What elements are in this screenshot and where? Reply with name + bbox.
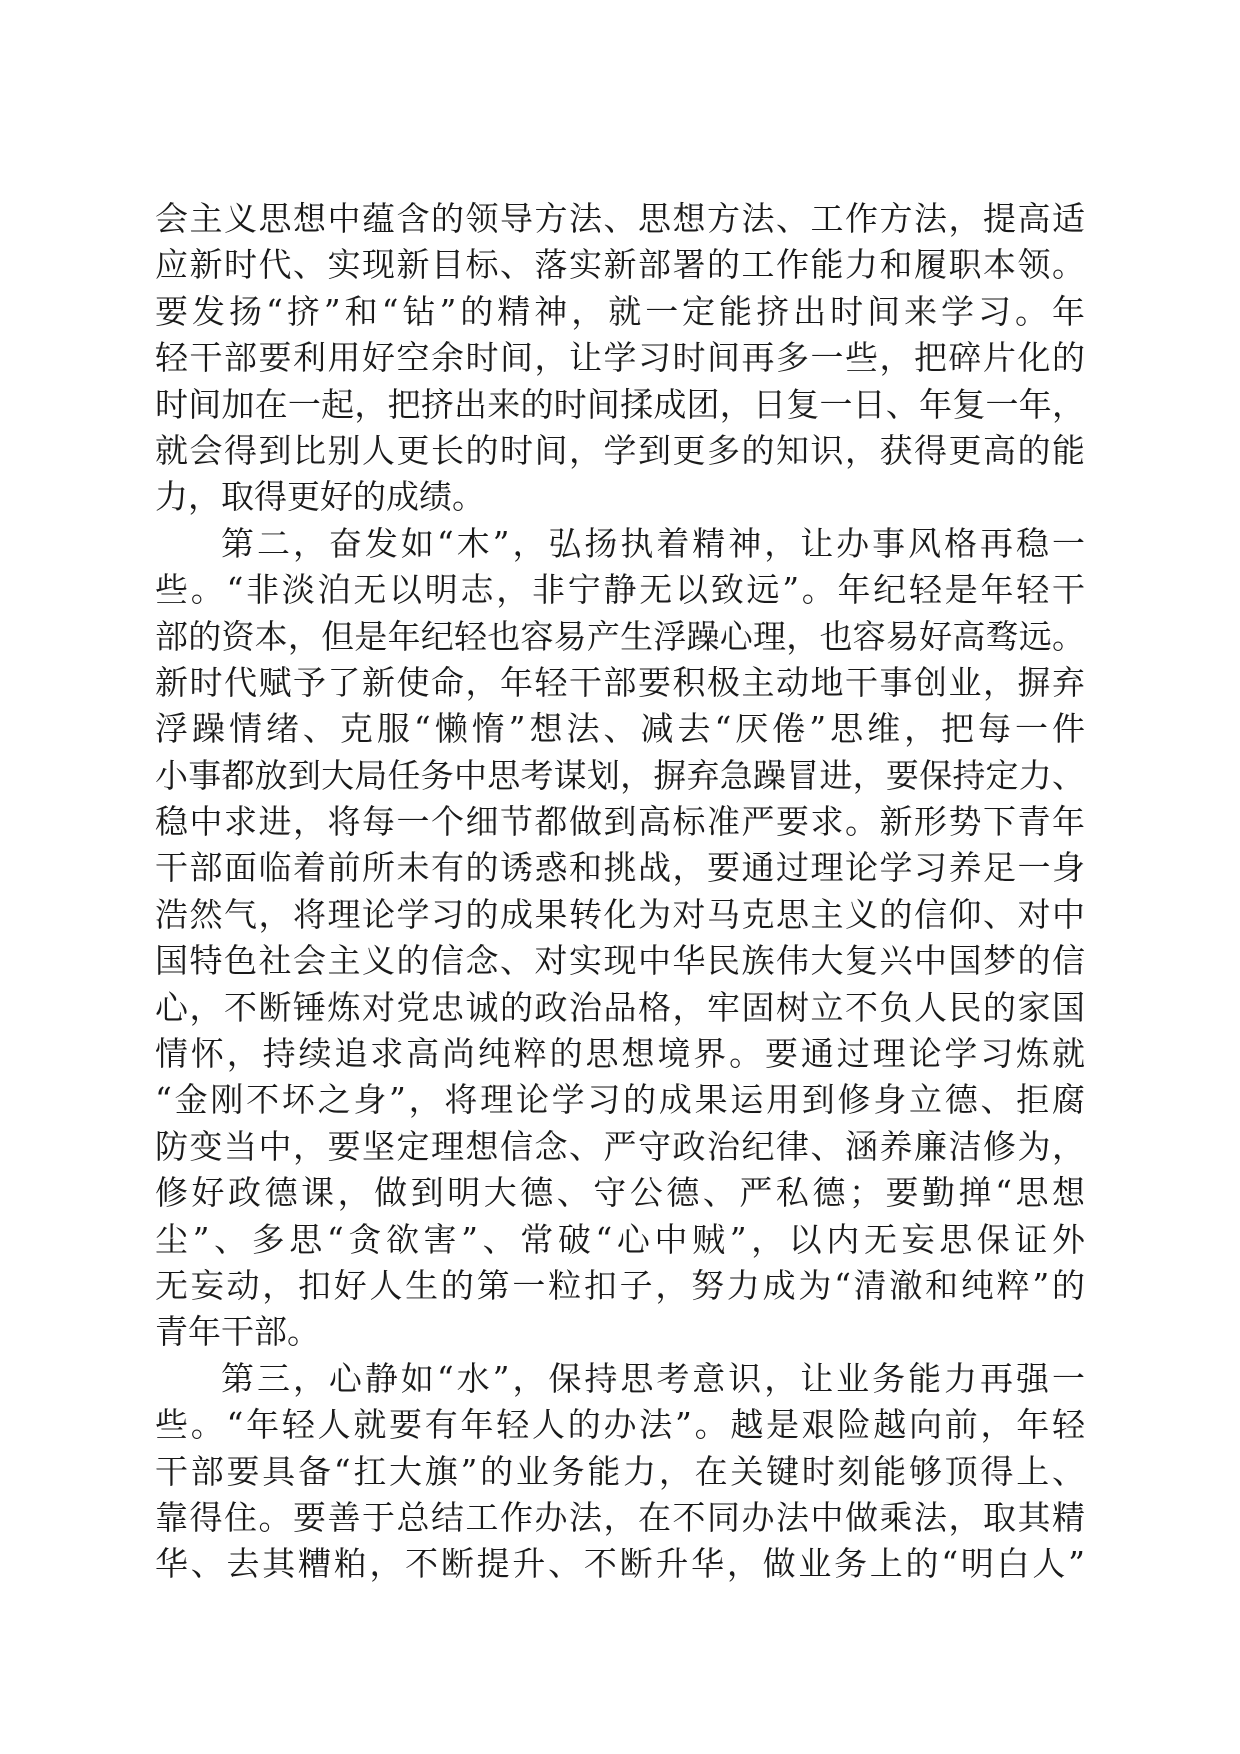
text-line: 防变当中，要坚定理想信念、严守政治纪律、涵养廉洁修为， xyxy=(155,1126,1085,1166)
text-line: 部的资本，但是年纪轻也容易产生浮躁心理，也容易好高骛远。 xyxy=(155,616,1085,656)
text-line: 心，不断锤炼对党忠诚的政治品格，牢固树立不负人民的家国 xyxy=(155,987,1085,1027)
text-line: “金刚不坏之身”，将理论学习的成果运用到修身立德、拒腐 xyxy=(155,1080,1085,1120)
text-line: 新时代赋予了新使命，年轻干部要积极主动地干事创业，摒弃 xyxy=(155,662,1085,702)
text-line: 无妄动，扣好人生的第一粒扣子，努力成为“清澈和纯粹”的 xyxy=(155,1265,1085,1305)
text-line: 干部面临着前所未有的诱惑和挑战，要通过理论学习养足一身 xyxy=(155,848,1085,888)
text-line: 应新时代、实现新目标、落实新部署的工作能力和履职本领。 xyxy=(155,245,1085,285)
paragraph-first-line: 第二，奋发如“木”，弘扬执着精神，让办事风格再稳一 xyxy=(221,523,1085,563)
text-line: 会主义思想中蕴含的领导方法、思想方法、工作方法，提高适 xyxy=(155,199,1085,238)
text-line: 稳中求进，将每一个细节都做到高标准严要求。新形势下青年 xyxy=(155,802,1085,842)
text-line: 轻干部要利用好空余时间，让学习时间再多一些，把碎片化的 xyxy=(155,338,1085,378)
text-line: 小事都放到大局任务中思考谋划，摒弃急躁冒进，要保持定力、 xyxy=(155,755,1085,795)
text-line: 浮躁情绪、克服“懒惰”想法、减去“厌倦”思维，把每一件 xyxy=(155,709,1085,749)
text-line: 浩然气，将理论学习的成果转化为对马克思主义的信仰、对中 xyxy=(155,894,1085,934)
text-line: 华、去其糟粕，不断提升、不断升华，做业务上的“明白人” xyxy=(155,1544,1085,1584)
text-line: 尘”、多思“贪欲害”、常破“心中贼”，以内无妄思保证外 xyxy=(155,1219,1085,1259)
body-text xyxy=(155,196,1085,1588)
text-line: 些。“非淡泊无以明志，非宁静无以致远”。年纪轻是年轻干 xyxy=(155,570,1085,610)
text-line: 力，取得更好的成绩。 xyxy=(155,477,485,517)
text-line: 国特色社会主义的信念、对实现中华民族伟大复兴中国梦的信 xyxy=(155,941,1085,981)
text-line: 情怀，持续追求高尚纯粹的思想境界。要通过理论学习炼就 xyxy=(155,1034,1085,1074)
text-line: 些。“年轻人就要有年轻人的办法”。越是艰险越向前，年轻 xyxy=(155,1405,1085,1445)
text-line: 要发扬“挤”和“钻”的精神，就一定能挤出时间来学习。年 xyxy=(155,291,1085,331)
text-line: 靠得住。要善于总结工作办法，在不同办法中做乘法，取其精 xyxy=(155,1497,1085,1537)
text-line: 就会得到比别人更长的时间，学到更多的知识，获得更高的能 xyxy=(155,430,1085,470)
text-line: 青年干部。 xyxy=(155,1312,320,1352)
paragraph-first-line: 第三，心静如“水”，保持思考意识，让业务能力再强一 xyxy=(221,1358,1085,1398)
text-line: 时间加在一起，把挤出来的时间揉成团，日复一日、年复一年， xyxy=(155,384,1085,424)
text-line: 干部要具备“扛大旗”的业务能力，在关键时刻能够顶得上、 xyxy=(155,1451,1085,1491)
text-line: 修好政德课，做到明大德、守公德、严私德；要勤掸“思想 xyxy=(155,1173,1085,1213)
